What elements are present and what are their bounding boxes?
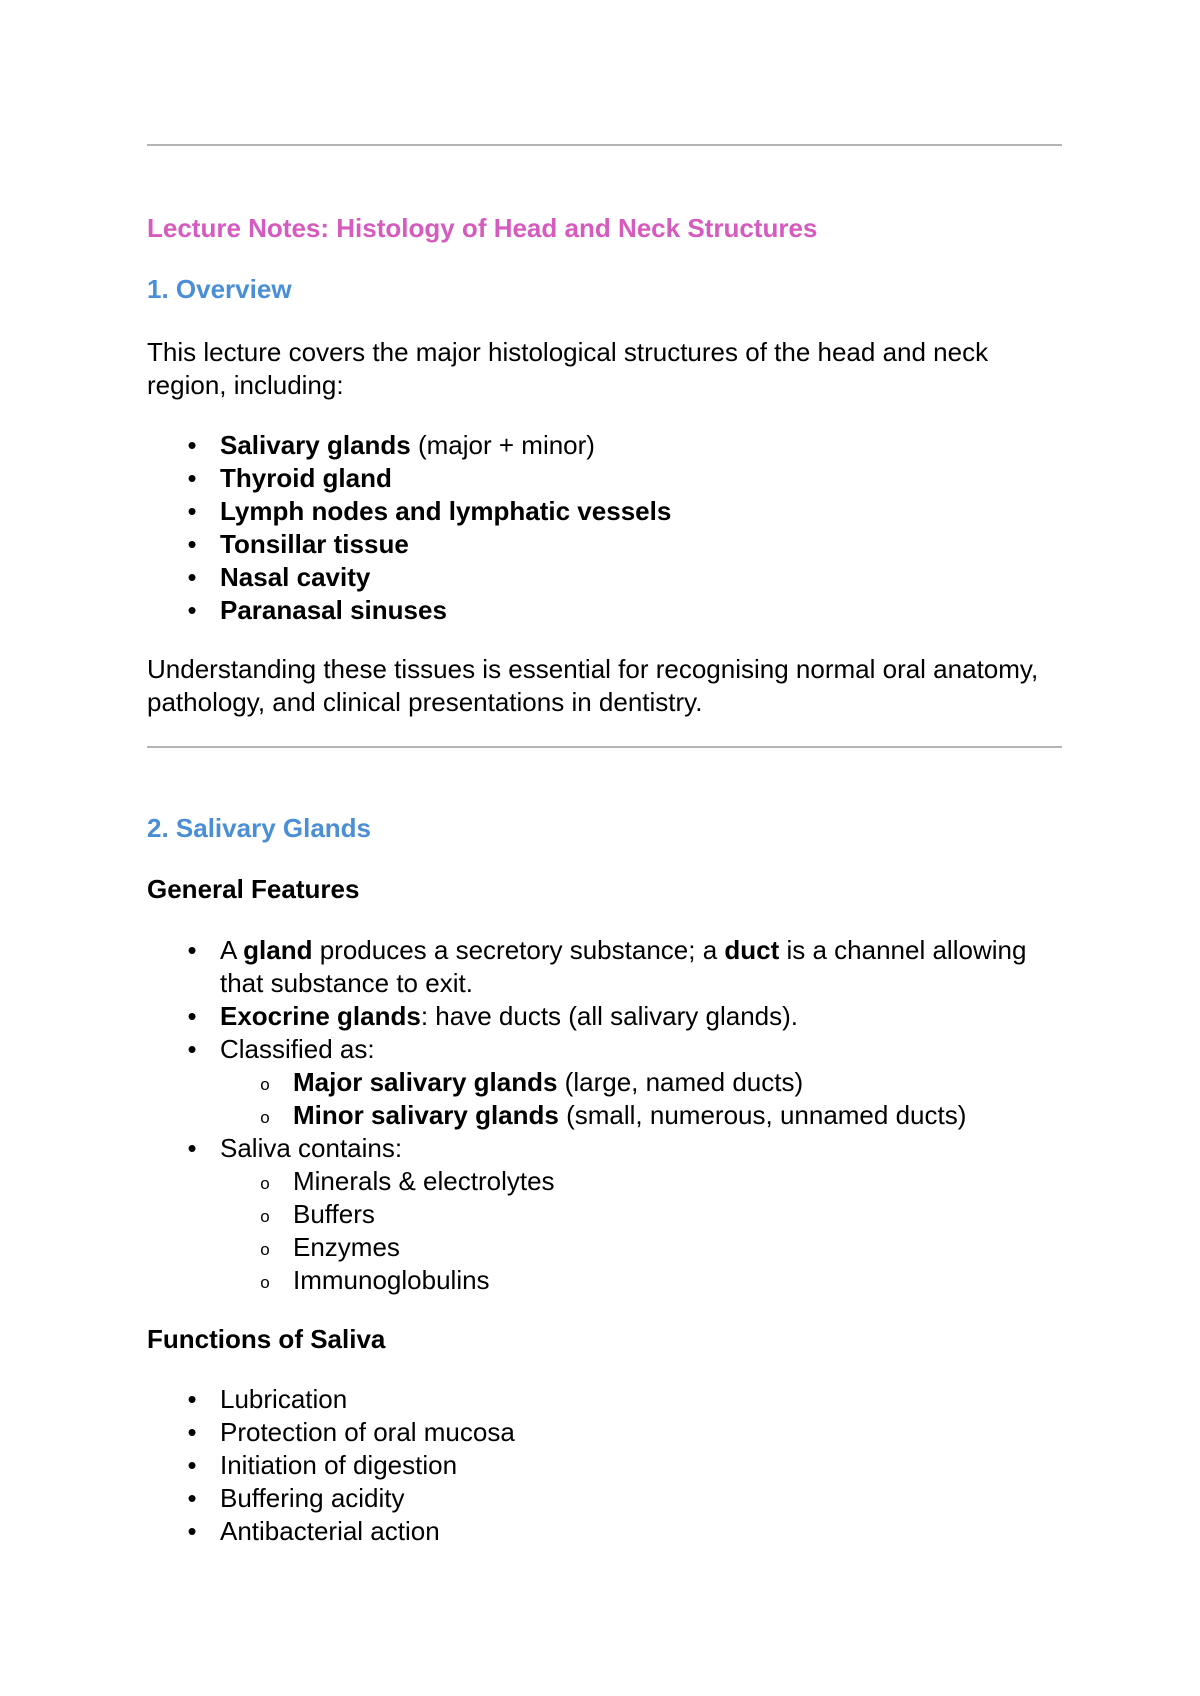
horizontal-rule-top (147, 144, 1062, 146)
list-item-bold: Major salivary glands (293, 1067, 558, 1097)
list-item-bold: Lymph nodes and lymphatic vessels (220, 496, 672, 526)
bullet-icon: • (187, 935, 197, 965)
list-item-text: Buffers (293, 1199, 375, 1229)
list-item-text: Initiation of digestion (220, 1450, 458, 1480)
list-item-text: Buffering acidity (220, 1483, 405, 1513)
list-item-text: Saliva contains: (220, 1133, 403, 1163)
list-item-text: Protection of oral mucosa (220, 1417, 515, 1447)
list-item (147, 1383, 1062, 1416)
page-title: Lecture Notes: Histology of Head and Neck Structures (147, 213, 818, 243)
bullet-icon: • (187, 1483, 197, 1513)
list-item (147, 1449, 1062, 1482)
list-item-bold: duct (724, 935, 780, 965)
bullet-icon: • (187, 1133, 197, 1163)
bullet-icon: • (187, 562, 197, 592)
sub-list-item (220, 1066, 1062, 1099)
sub-list-item (220, 1099, 1062, 1132)
list-item-text: is a channel allowing that substance to exit. (220, 935, 1027, 998)
salivary-heading: 2. Salivary Glands (147, 813, 372, 843)
overview-heading: 1. Overview (147, 274, 292, 304)
list-item (147, 561, 1062, 594)
list-item-text: Enzymes (293, 1232, 400, 1262)
list-item-text: Classified as: (220, 1034, 375, 1064)
list-item (147, 594, 1062, 627)
list-item (147, 1416, 1062, 1449)
list-item (147, 1515, 1062, 1548)
general-features-heading: General Features (147, 874, 360, 904)
sub-bullet-icon: o (260, 1273, 270, 1292)
list-item-text: (large, named ducts) (557, 1067, 804, 1097)
list-item-text: : have ducts (all salivary glands). (420, 1001, 799, 1031)
list-item-text: Minerals & electrolytes (293, 1166, 555, 1196)
overview-closing: Understanding these tissues is essential for recognising normal oral anatomy, pathology, and clinical presentations in dentistry. (147, 654, 1039, 717)
bullet-icon: • (187, 1034, 197, 1064)
list-item-text: (small, numerous, unnamed ducts) (558, 1100, 967, 1130)
list-item (147, 528, 1062, 561)
list-item-text: produces a secretory substance; a (312, 935, 725, 965)
list-item-text: A (220, 935, 244, 965)
list-item-text: Immunoglobulins (293, 1265, 490, 1295)
bullet-icon: • (187, 1516, 197, 1546)
bullet-icon: • (187, 496, 197, 526)
sub-bullet-icon: o (260, 1240, 270, 1259)
list-item-bold: Minor salivary glands (293, 1100, 559, 1130)
bullet-icon: • (187, 430, 197, 460)
list-item (147, 934, 1062, 1000)
bullet-icon: • (187, 1417, 197, 1447)
list-item-text: Lubrication (220, 1384, 348, 1414)
sub-list-item (220, 1165, 1062, 1198)
overview-intro: This lecture covers the major histological structures of the head and neck region, including: (147, 337, 989, 400)
list-item (147, 429, 1062, 462)
list-item (147, 495, 1062, 528)
list-item (147, 1132, 1062, 1297)
list-item-bold: Tonsillar tissue (220, 529, 409, 559)
list-item-bold: Thyroid gland (220, 463, 392, 493)
general-features-list (147, 934, 1062, 1297)
bullet-icon: • (187, 529, 197, 559)
functions-list (147, 1383, 1062, 1548)
sub-bullet-icon: o (260, 1207, 270, 1226)
overview-list (147, 429, 1062, 627)
sub-bullet-icon: o (260, 1108, 270, 1127)
list-item-bold: Exocrine glands (220, 1001, 421, 1031)
list-item (147, 1000, 1062, 1033)
horizontal-rule-middle (147, 746, 1062, 748)
sub-bullet-icon: o (260, 1075, 270, 1094)
sub-list-item (220, 1198, 1062, 1231)
bullet-icon: • (187, 1450, 197, 1480)
list-item (147, 1033, 1062, 1132)
sub-list (220, 1066, 1062, 1132)
bullet-icon: • (187, 1384, 197, 1414)
bullet-icon: • (187, 463, 197, 493)
list-item-text: Antibacterial action (220, 1516, 440, 1546)
list-item-bold: Nasal cavity (220, 562, 371, 592)
sub-list-item (220, 1231, 1062, 1264)
list-item (147, 1482, 1062, 1515)
functions-heading: Functions of Saliva (147, 1324, 386, 1354)
list-item-bold: Paranasal sinuses (220, 595, 447, 625)
list-item (147, 462, 1062, 495)
sub-list-item (220, 1264, 1062, 1297)
list-item-text: (major + minor) (410, 430, 595, 460)
list-item-bold: gland (243, 935, 313, 965)
sub-list (220, 1165, 1062, 1297)
bullet-icon: • (187, 1001, 197, 1031)
sub-bullet-icon: o (260, 1174, 270, 1193)
list-item-bold: Salivary glands (220, 430, 411, 460)
bullet-icon: • (187, 595, 197, 625)
